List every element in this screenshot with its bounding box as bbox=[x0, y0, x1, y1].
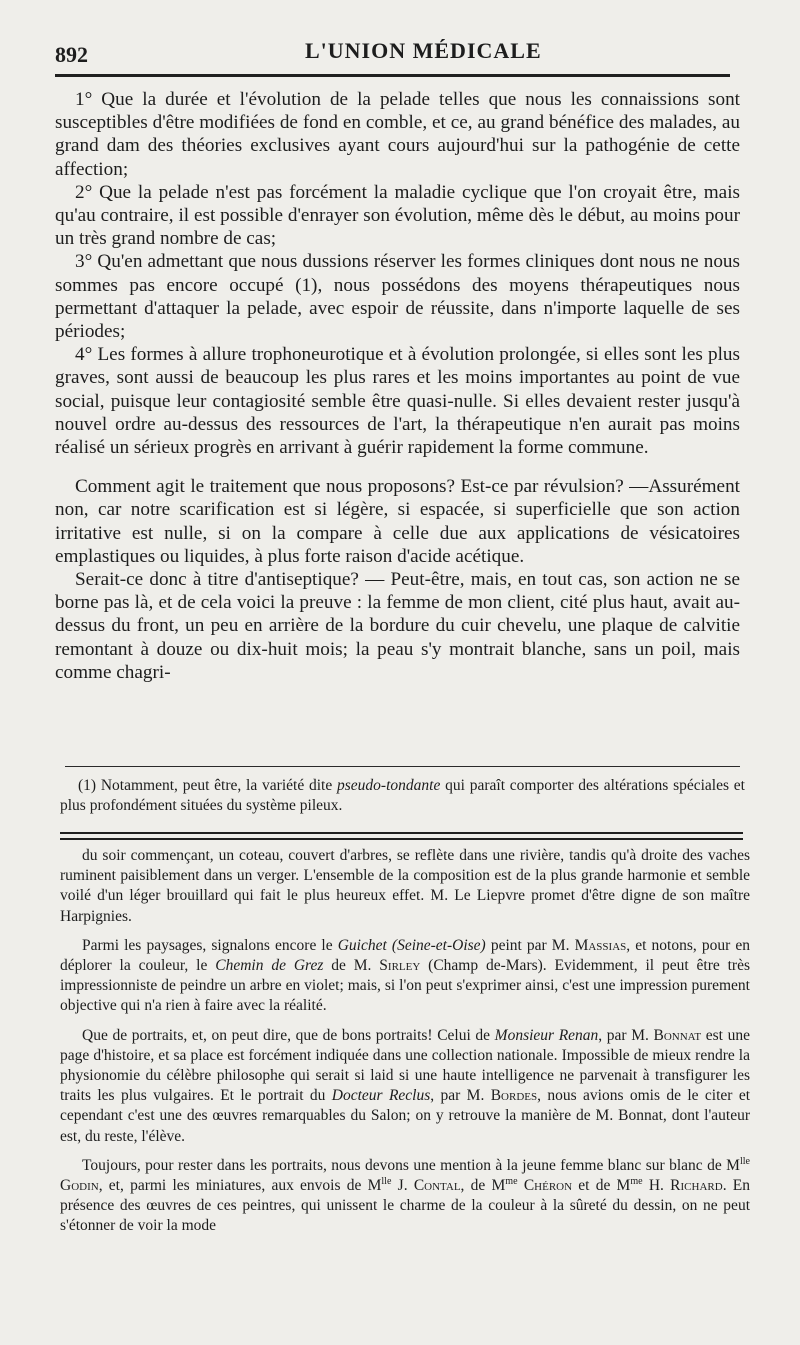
footnote-text: (1) Notamment, peut être, la variété dite pseudo-tondante qui paraît comporter des altérations spéciales et plus profondément situées du système pileux. bbox=[60, 777, 745, 814]
footnote bbox=[60, 776, 745, 816]
paragraph-conclusion-1: 1° Que la durée et l'évolution de la pelade telles que nous les connaissions sont susceptibles d'être modifiées de fond en comble, et ce, au grand bénéfice des malades, au grand dam des théories exclusives ayant cours aujourd'hui sur la pathogénie de cette affection; bbox=[55, 89, 740, 180]
feuilleton-paragraph: Que de portraits, et, on peut dire, que de bons portraits! Celui de Monsieur Renan, par M. Bonnat est une page d'histoire, et sa place est forcément indiquée dans une collection nationale. Impossible de mieux rendre la physionomie du célèbre philosophe qui serait si laid si une haute intelligence ne parvenait à transfigurer les traits les plus vulgaires. Et le portrait du Docteur Reclus, par M. Bordes, nous avions omis de le citer et cependant c'est une des œuvres remarquables du Salon; on y retrouve la manière de M. Bonnat, dont l'auteur est, du reste, l'élève. bbox=[60, 1026, 750, 1145]
paragraph-conclusion-2: 2° Que la pelade n'est pas forcément la maladie cyclique que l'on croyait être, mais qu'au contraire, il est possible d'enrayer son évolution, même dès le début, au moins pour un très grand nombre de cas; bbox=[55, 181, 740, 250]
running-title: L'UNION MÉDICALE bbox=[305, 38, 542, 63]
paragraph-treatment-question: Comment agit le traitement que nous proposons? Est-ce par révulsion? —Assurément non, car notre scarification est si légère, si espacée, si superficielle que son action irritative est nulle, si on la compare à celle due aux applications de vésicatoires emplastiques ou liquides, à plus forte raison d'acide acétique. bbox=[55, 476, 740, 567]
feuilleton-paragraph: du soir commençant, un coteau, couvert d'arbres, se reflète dans une rivière, tandis qu'à droite des vaches ruminent paisiblement dans un verger. L'ensemble de la composition est de la plus grande harmonie et semble voilé d'un léger brouillard qui fait le plus heureux effet. M. Le Liepvre promet d'être digne de son maître Harpignies. bbox=[60, 847, 750, 925]
feuilleton-rule-bottom bbox=[60, 838, 743, 840]
header-rule bbox=[55, 74, 730, 77]
footnote-term: pseudo-tondante bbox=[337, 777, 441, 794]
feuilleton-paragraph: Parmi les paysages, signalons encore le Guichet (Seine-et-Oise) peint par M. Massias, et notons, pour en déplorer la couleur, le Chemin de Grez de M. Sirley (Champ de-Mars). Evidemment, il peut être très impressionniste de peindre un arbre en violet; mais, si l'on peut s'exprimer ainsi, c'est une impression purement objective qui n'a rien à faire avec la réalité. bbox=[60, 936, 750, 1015]
feuilleton-column bbox=[60, 846, 750, 1237]
feuilleton-paragraph: Toujours, pour rester dans les portraits, nous devons une mention à la jeune femme blanc sur blanc de $M^{lle}$ Godin, et, parmi les miniatures, aux envois de $M^{lle}$ J. Contal, de $M^{me}$ Chéron et de $M^{me}$ H. Richard. En présence des œuvres de ces peintres, qui unissent le charme de la couleur à la sûreté du dessin, on ne peut s'étonner de voir la mode bbox=[60, 1155, 751, 1235]
feuilleton-rule-top bbox=[60, 832, 743, 834]
page-header bbox=[55, 36, 735, 70]
page-number: 892 bbox=[55, 42, 88, 67]
paragraph-conclusion-4: 4° Les formes à allure trophoneurotique et à évolution prolongée, si elles sont les plus graves, sont aussi de beaucoup les plus rares et les moins importantes au point de vue social, puisque leur contagiosité semble être quasi-nulle. Si elles devaient rester jusqu'à nouvel ordre au-dessus des ressources de l'art, la thérapeutique n'en aurait pas moins réalisé un sérieux progrès en arrivant à guérir rapidement la forme commune. bbox=[55, 344, 740, 459]
paragraph-antiseptic: Serait-ce donc à titre d'antiseptique? — Peut-être, mais, en tout cas, son action ne se borne pas là, et de cela voici la preuve : la femme de mon client, cité plus haut, avait au-dessus du front, un peu en arrière de la bordure du cuir chevelu, une plaque de calvitie remontant à douze ou dix-huit mois; la peau s'y montrait blanche, sans un poil, mais comme chagri- bbox=[55, 569, 740, 683]
main-text bbox=[55, 88, 740, 684]
paragraph-conclusion-3: 3° Qu'en admettant que nous dussions réserver les formes cliniques dont nous ne nous sommes pas encore occupé (1), nous possédons des moyens thérapeutiques nous permettant d'attaquer la pelade, avec espoir de réussite, dans n'importe laquelle de ses périodes; bbox=[55, 251, 740, 343]
footnote-rule bbox=[65, 766, 740, 767]
